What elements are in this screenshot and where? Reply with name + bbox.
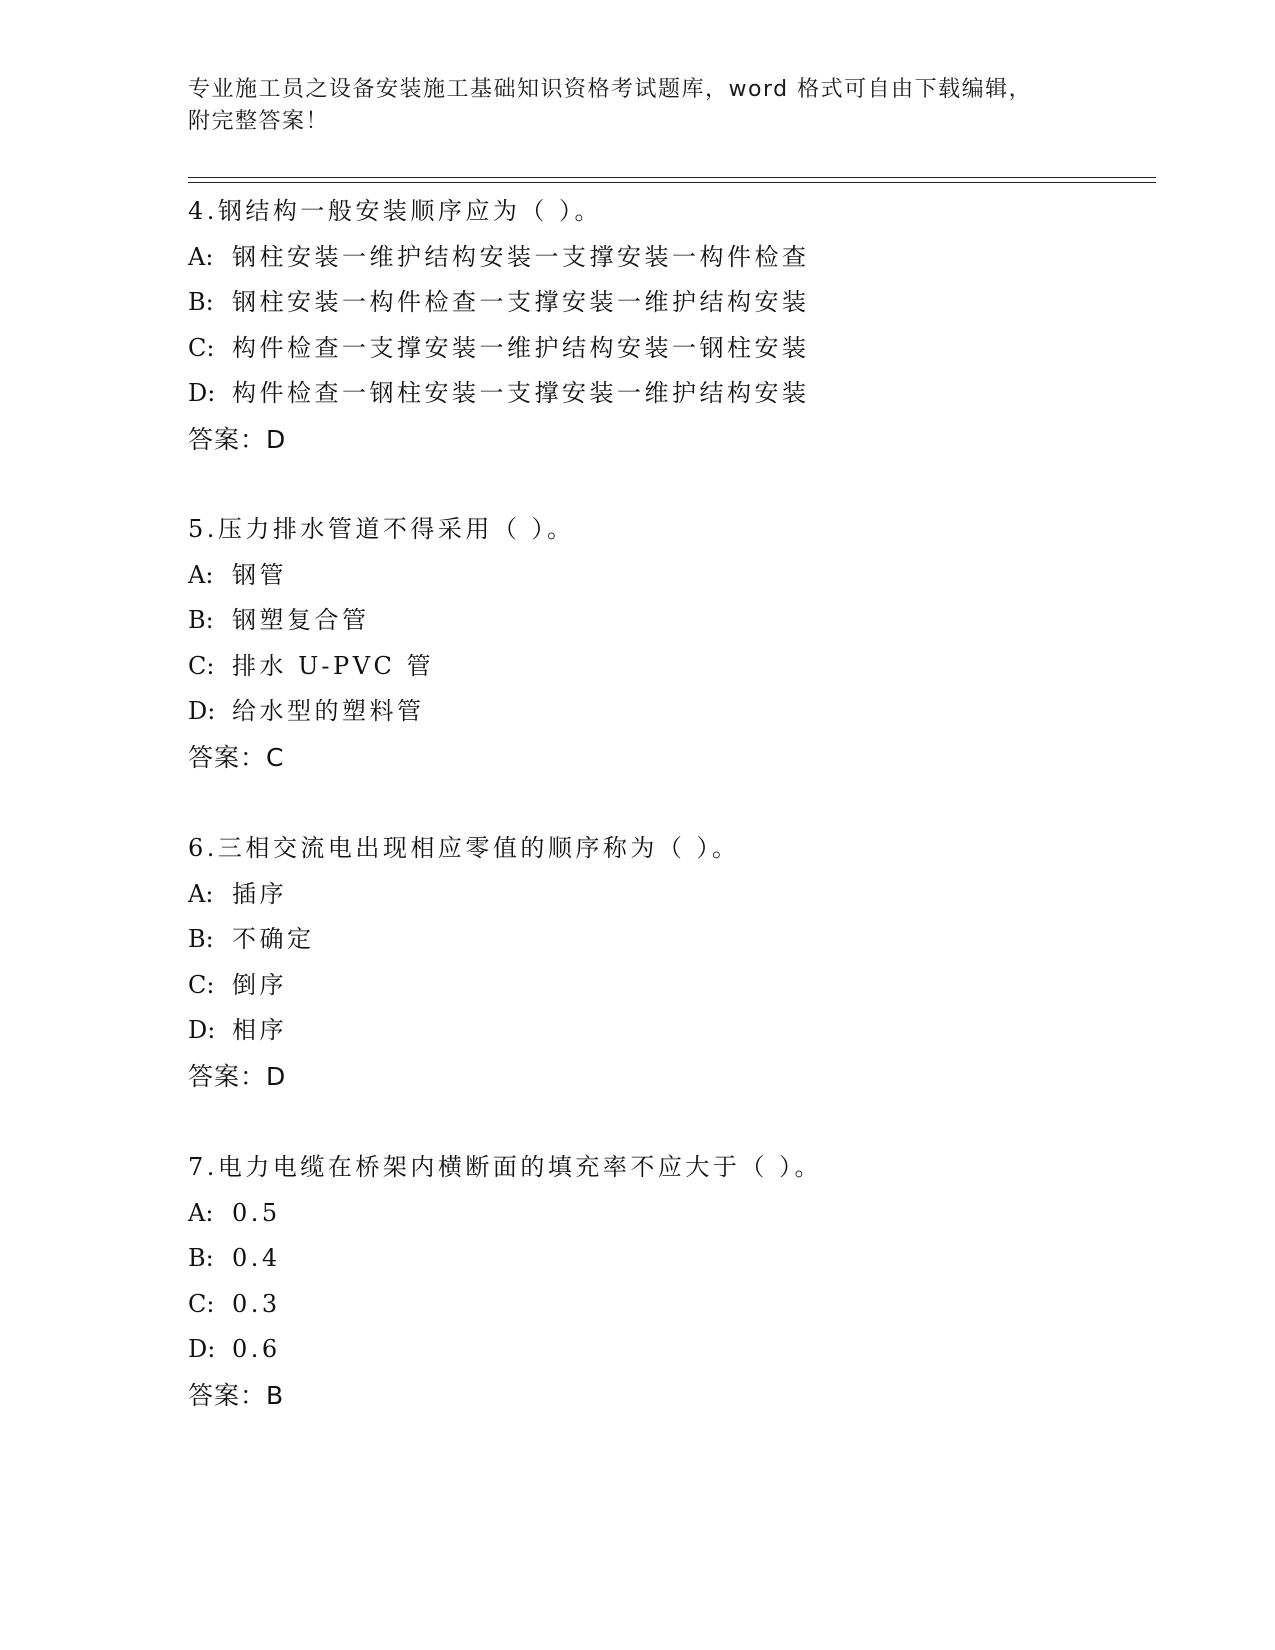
- answer-line: 答案：B: [188, 1380, 285, 1410]
- question-block: [188, 1145, 1188, 1418]
- option-text: 给水型的塑料管: [232, 697, 425, 725]
- option-letter: C:: [188, 970, 215, 999]
- document-header: [188, 74, 1088, 138]
- option-text: 钢柱安装一维护结构安装一支撑安装一构件检查: [232, 242, 810, 271]
- option-c: [188, 963, 1188, 1009]
- option-b: [188, 280, 1188, 326]
- option-a: [188, 553, 1188, 599]
- option-d: [188, 689, 1188, 735]
- option-text: 0.3: [232, 1289, 281, 1318]
- option-text: 相序: [232, 1016, 287, 1044]
- option-text: 排水 U-PVC 管: [232, 651, 435, 680]
- option-text: 钢柱安装一构件检查一支撑安装一维护结构安装: [232, 288, 810, 316]
- option-letter: B:: [188, 606, 214, 634]
- header-rule-top: [188, 177, 1156, 178]
- option-text: 不确定: [232, 925, 315, 953]
- option-letter: A:: [188, 242, 214, 271]
- question-block: [188, 189, 1188, 462]
- option-text: 0.6: [232, 1335, 281, 1363]
- option-letter: A:: [188, 879, 214, 908]
- option-letter: D:: [188, 379, 216, 407]
- option-b: [188, 598, 1188, 644]
- option-c: [188, 644, 1188, 690]
- option-letter: D:: [188, 1335, 216, 1363]
- header-rule-bottom: [188, 182, 1156, 183]
- option-text: 钢塑复合管: [232, 606, 370, 634]
- header-line-2: 附完整答案！: [188, 109, 330, 134]
- option-a: [188, 235, 1188, 281]
- question-stem: 5.压力排水管道不得采用（ ）。: [188, 515, 575, 543]
- header-line-1: 专业施工员之设备安装施工基础知识资格考试题库，word 格式可自由下载编辑，: [188, 77, 1033, 102]
- option-b: [188, 917, 1188, 963]
- question-stem: 7.电力电缆在桥架内横断面的填充率不应大于（ ）。: [188, 1153, 823, 1181]
- option-text: 倒序: [232, 970, 287, 999]
- option-a: [188, 872, 1188, 918]
- option-text: 0.5: [232, 1198, 281, 1227]
- option-text: 插序: [232, 879, 287, 908]
- option-c: [188, 326, 1188, 372]
- answer-line: 答案：C: [188, 742, 285, 772]
- answer-line: 答案：D: [188, 1061, 287, 1091]
- option-text: 0.4: [232, 1244, 281, 1272]
- option-letter: C:: [188, 333, 215, 362]
- option-letter: C:: [188, 651, 215, 680]
- option-text: 构件检查一支撑安装一维护结构安装一钢柱安装: [232, 333, 810, 362]
- option-text: 构件检查一钢柱安装一支撑安装一维护结构安装: [232, 379, 810, 407]
- question-stem: 4.钢结构一般安装顺序应为（ ）。: [188, 197, 603, 225]
- option-letter: C:: [188, 1289, 215, 1318]
- option-d: [188, 1327, 1188, 1373]
- question-block: [188, 507, 1188, 780]
- option-text: 钢管: [232, 560, 287, 589]
- question-block: [188, 826, 1188, 1099]
- option-letter: B:: [188, 1244, 214, 1272]
- option-letter: D:: [188, 697, 216, 725]
- option-letter: B:: [188, 288, 214, 316]
- option-c: [188, 1282, 1188, 1328]
- option-b: [188, 1236, 1188, 1282]
- option-letter: B:: [188, 925, 214, 953]
- answer-line: 答案：D: [188, 424, 287, 454]
- option-letter: A:: [188, 560, 214, 589]
- option-d: [188, 371, 1188, 417]
- option-letter: A:: [188, 1198, 214, 1227]
- question-stem: 6.三相交流电出现相应零值的顺序称为（ ）。: [188, 834, 740, 862]
- option-a: [188, 1191, 1188, 1237]
- option-d: [188, 1008, 1188, 1054]
- option-letter: D:: [188, 1016, 216, 1044]
